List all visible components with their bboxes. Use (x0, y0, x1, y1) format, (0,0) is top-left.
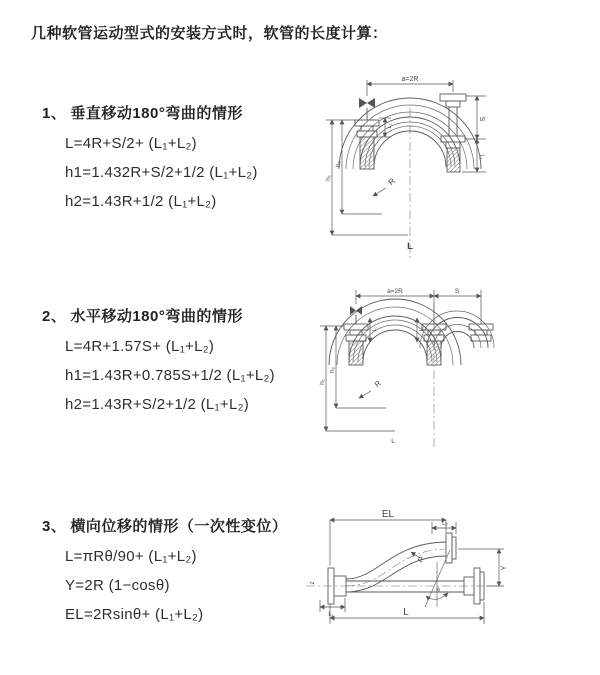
section-3-title: 横向位移的情形（一次性变位） (70, 518, 288, 535)
angle-construction (425, 550, 450, 607)
dim-label-l1-left: L₁ (387, 123, 393, 129)
section-1-title: 垂直移动180°弯曲的情形 (70, 105, 243, 122)
dimension-labels (319, 288, 460, 445)
diagram-lateral-displacement (298, 506, 595, 642)
length-label: L (403, 607, 409, 618)
dim-label-a2r: a=2R (387, 288, 403, 295)
middle-flange (422, 324, 446, 365)
curved-hose (346, 542, 446, 592)
dim-label-h1: h₁ (319, 379, 326, 385)
formula-line: h2=1.43R+S/2+1/2 (L₁+L₂) (65, 396, 250, 413)
length-label: L (407, 241, 413, 252)
diagram-horizontal-180 (310, 282, 595, 454)
formula-line: h1=1.43R+0.785S+1/2 (L₁+L₂) (65, 367, 275, 384)
upper-right-flange (446, 533, 456, 563)
section-1-number: 1、 (42, 105, 67, 122)
section-2-number: 2、 (42, 308, 67, 325)
dim-label-l1-right: L₁ (478, 154, 484, 160)
dim-label-y: Y (501, 565, 508, 571)
dim-label-l2: L₂ (419, 326, 425, 332)
section-vertical-180 (42, 102, 258, 216)
dim-label-h2: h₂ (329, 366, 336, 374)
section-3-number: 3、 (42, 518, 67, 535)
radius-label: R (372, 378, 383, 390)
radius-label: R (386, 176, 397, 188)
right-flange (440, 94, 466, 172)
dim-label-h2: h₂ (335, 160, 342, 168)
dim-label-l1: L₁ (372, 326, 378, 332)
dim-label-l2: L₂ (442, 521, 448, 527)
formula-line: h1=1.432R+S/2+1/2 (L₁+L₂) (65, 164, 258, 181)
axis-z-label: z (310, 581, 316, 585)
dimension-lines (320, 520, 504, 624)
section-lateral-displacement (42, 515, 287, 629)
radius-label: R (415, 554, 427, 565)
formula-line: L=4R+1.57S+ (L₁+L₂) (65, 338, 215, 355)
formula-line: Y=2R (1−cosθ) (65, 577, 170, 594)
dimension-labels (310, 509, 508, 618)
formula-line: h2=1.43R+1/2 (L₁+L₂) (65, 193, 217, 210)
formula-line: L=πRθ/90+ (L₁+L₂) (65, 548, 197, 565)
formula-line: EL=2Rsinθ+ (L₁+L₂) (65, 606, 204, 623)
dim-label-a2r: a=2R (401, 76, 419, 83)
section-2-title: 水平移动180°弯曲的情形 (70, 308, 243, 325)
diagram-vertical-180 (312, 72, 588, 262)
section-1-heading (42, 102, 258, 123)
dim-label-s: S (478, 116, 485, 122)
dimension-labels (325, 76, 485, 252)
section-3-heading (42, 515, 287, 536)
dim-label-l1: L₁ (328, 612, 334, 618)
dim-label-h1: h₁ (325, 175, 332, 181)
right-flange (469, 324, 493, 341)
dim-label-s: S (454, 288, 460, 295)
section-horizontal-180 (42, 305, 275, 419)
dim-label-el: EL (381, 509, 395, 520)
dimension-lines (326, 80, 486, 235)
angle-theta-label: θ (436, 587, 440, 594)
length-label: L (391, 438, 395, 445)
formula-line: L=4R+S/2+ (L₁+L₂) (65, 135, 197, 152)
section-2-heading (42, 305, 275, 326)
page-title: 几种软管运动型式的安装方式时，软管的长度计算： (31, 25, 388, 42)
straight-pipe (346, 581, 464, 592)
left-flange (344, 324, 368, 365)
